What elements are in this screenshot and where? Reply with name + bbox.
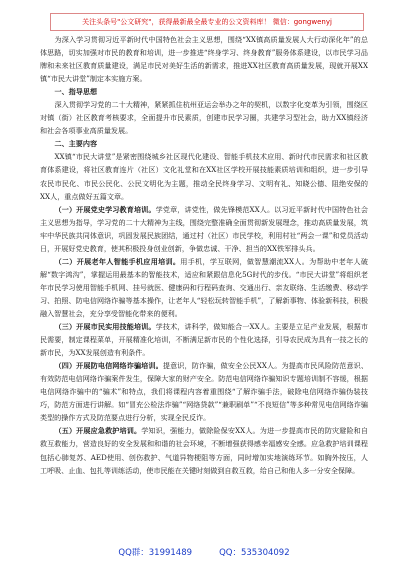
item-smartphone-label: （二）开展老年人智能手机应用培训。 [54, 256, 181, 266]
footer-qq-group: QQ群：31991489 [118, 548, 193, 558]
main-content-paragraph: XX镇“市民大讲堂”是紧密围绕城乡社区现代化建设、智能手机技术应用、新时代市民需求和社区教育体系建设，将社区教育连片（社区）文化礼堂和在XX社区学校开展技能素质培训和组织，进一步引导农民市民化、市民公民化、公民文明化为主题，推动全民终身学习、文明有礼、知晓公德、阻绝安保的XX人，重点做好五篇文章。 [40, 152, 368, 201]
item-practical-skills-label: （三）开展市民实用技能培训。 [54, 322, 156, 332]
item-anti-fraud-label: （四）开展防电信网络诈骗培训。 [54, 361, 163, 371]
guiding-ideology-paragraph: 深入贯彻学习党的二十大精神，紧紧抓住杭州亚运会举办之年的契机，以数字化变革为引领，围绕区对镇（街）社区教育考核要求，全面提升市民素质，创建市民学习圈，共建学习型社会，助力XX镇经济和社会各项事业高质量发展。 [40, 100, 368, 136]
footer-contact [0, 546, 408, 558]
item-first-aid-text: 学知识，强能力，做除险保安XX人。为进一步提高市民的防灾避险和自救互救能力，营造良好的安全发展和和谐的社会环境，不断增强获得感幸福感安全感。应急救护培训课程包括心肺复苏、AED使用、创伤救护、气道异物梗阻等方面，同时增加实地演练环节。如胸外按压，人工呼吸、止血、包扎等训练活动，使市民能在关键时刻做到自救互救，给自己和他人多一分安全保障。 [40, 426, 368, 475]
item-anti-fraud-text: 提意识，防诈骗，做安全公民XX人。为提高市民风险防范意识、有效防范电信网络诈骗案件发生，保障大家的财产安全。防范电信网络诈骗知识专题培训制不容缓，根据电信网络诈骗中的“骗术”和特点，我们将课程内容着重围绕“了解诈骗手法，破除电信网络诈骗伪装技巧，防范方面进行讲解。如“冒充公检法诈骗”“网络贷款”“兼职刷单”“不良短信”等多种常见电信网络诈骗类型的操作方式及防范要点进行分析，实现全民反诈。 [40, 361, 368, 423]
item-party-history [40, 203, 368, 255]
item-party-history-label: （一）开展党史学习教育培训。 [54, 204, 156, 214]
document-body [40, 33, 368, 477]
item-first-aid [40, 424, 368, 476]
section-heading-main-content: 二、主要内容 [54, 139, 98, 149]
footer-qq: QQ：535304092 [219, 548, 290, 558]
item-smartphone-text: 用手机，学互联网，做智慧潮流XX人。为帮助中老年人破解“数字鸿沟”，掌握运用最基本的智能技术，适应和紧跟信息化5G时代的步伐。“市民大讲堂”将组织老年市民学习使用智能手机网、挂号就医、健康码和行程码查询、交通出行、亲友联络、生活缴费、移动学习、拍照、防电信网络诈骗等基本操作，让老年人“轻松玩转智能手机”，了解新事物、体验新科技，积极融入智慧社会，充分享受智能化带来的便利。 [40, 256, 368, 318]
item-first-aid-label: （五）开展应急救护培训。 [54, 426, 142, 436]
item-practical-skills [40, 320, 368, 359]
section-heading-guiding-ideology: 一、指导思想 [54, 87, 98, 97]
item-party-history-text: 学党章，讲党性，做先锋模范XX人。以习近平新时代中国特色社会主义思想为指导，学习党的二十大精神为主线，围绕完整准确全面贯彻新发展理念，推动高质量发展，筑牢中华民族共同体意识，巩固发展民族团结，通过村（社区）市民学校，利用村社“两会一课”和党员活动日，开展好党史教育，使其积极投身创业创新，争做忠诚、干净、担当的XX铁军排头兵。 [40, 204, 368, 253]
item-anti-fraud [40, 359, 368, 424]
intro-paragraph: 为深入学习贯彻习近平新时代中国特色社会主义思想，围绕“XX镇高质量发展人大行动深化年”的总体思路，切实加强对市民的教育和培训，进一步推进“终身学习、终身教育”服务体系建设，以市民学习品牌和未来社区教育质量建设，满足市民对美好生活的新需求，推进XX社区教育高质量发展，现就开展XX镇“市民大讲堂”制定本实施方案。 [40, 35, 368, 84]
item-smartphone [40, 255, 368, 320]
item-practical-skills-text: 学技术，讲科学，做知能合一XX人。主要是立足产业发展，根据市民需要，制定课程菜单，开展精准化培训，不断满足新市民的个性化选择，引导农民成为具有一技之长的新市民，为XX发展创造有利条件。 [40, 322, 368, 358]
header-banner: 关注头条号"公文研究"，获得最新最全最专业的公文资料库！ 微信：gongwenyj [50, 13, 364, 31]
